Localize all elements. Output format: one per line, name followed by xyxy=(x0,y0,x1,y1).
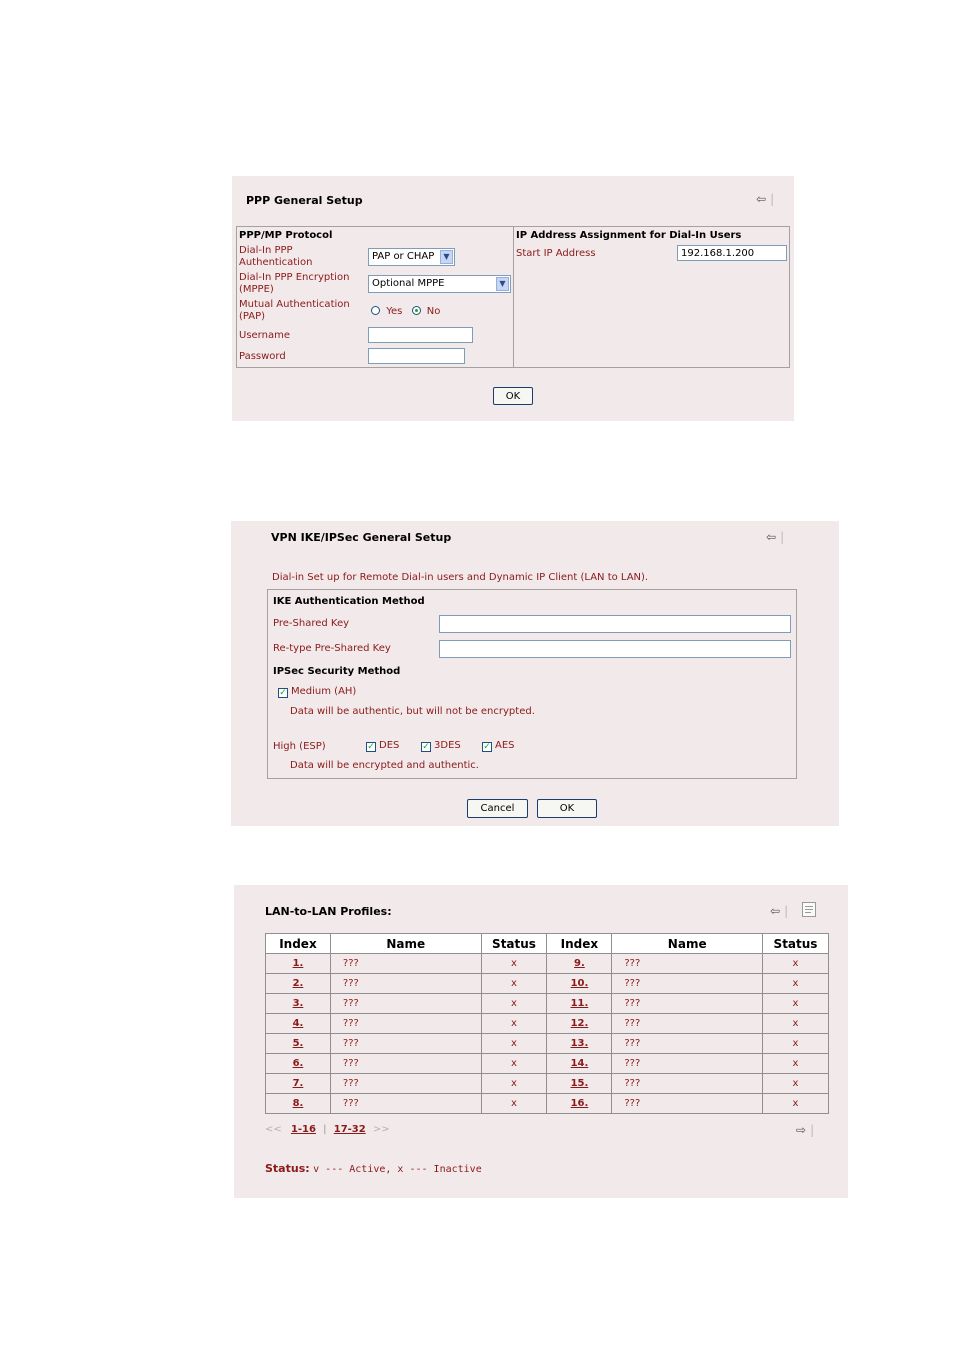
table-row xyxy=(266,1054,829,1074)
profile-status-cell: x xyxy=(763,1054,829,1074)
profile-name-cell: ??? xyxy=(612,974,763,994)
ppp-panel-title: PPP General Setup xyxy=(246,194,363,207)
forward-arrow-icon: ⇨ xyxy=(796,1123,807,1137)
dialin-encryption-select[interactable] xyxy=(368,275,511,293)
profile-name-cell: ??? xyxy=(330,1094,481,1114)
vpn-form-box xyxy=(267,589,797,779)
profile-name-cell: ??? xyxy=(612,994,763,1014)
profile-index-link[interactable]: 14. xyxy=(570,1058,589,1069)
profile-index-link[interactable]: 15. xyxy=(570,1078,589,1089)
next-page-indicator: >> xyxy=(372,1124,390,1135)
profile-index-link[interactable]: 3. xyxy=(292,998,304,1009)
start-ip-label: Start IP Address xyxy=(516,248,596,259)
high-esp-label: High (ESP) xyxy=(273,741,326,752)
cancel-button[interactable]: Cancel xyxy=(467,799,528,818)
profile-index-link[interactable]: 11. xyxy=(570,998,589,1009)
ok-button[interactable]: OK xyxy=(537,799,597,818)
profile-index-cell xyxy=(547,994,612,1014)
start-ip-input[interactable] xyxy=(677,245,787,261)
mutual-auth-radio-group xyxy=(371,306,440,317)
chevron-down-icon: ▼ xyxy=(440,250,453,264)
profile-status-cell: x xyxy=(481,1014,547,1034)
profile-index-cell xyxy=(547,1054,612,1074)
profile-name-cell: ??? xyxy=(612,1014,763,1034)
profile-name-cell: ??? xyxy=(330,1074,481,1094)
mutual-auth-no-radio[interactable] xyxy=(412,306,421,315)
profiles-table xyxy=(265,933,829,1114)
profile-status-cell: x xyxy=(481,1074,547,1094)
profile-status-cell: x xyxy=(481,1054,547,1074)
profile-name-cell: ??? xyxy=(612,1054,763,1074)
profile-index-cell xyxy=(547,1094,612,1114)
profile-index-link[interactable]: 5. xyxy=(292,1038,304,1049)
aes-label: AES xyxy=(495,740,515,751)
table-row xyxy=(266,1014,829,1034)
profile-name-cell: ??? xyxy=(330,974,481,994)
profile-index-link[interactable]: 10. xyxy=(570,978,589,989)
medium-ah-option[interactable] xyxy=(278,686,356,698)
profile-index-cell xyxy=(266,1014,331,1034)
profile-index-cell xyxy=(266,1054,331,1074)
profile-name-cell: ??? xyxy=(612,1034,763,1054)
profile-index-link[interactable]: 12. xyxy=(570,1018,589,1029)
profile-index-link[interactable]: 1. xyxy=(292,958,304,969)
back-button[interactable]: ⇦ | xyxy=(770,904,789,918)
column-header-index: Index xyxy=(547,934,612,954)
status-legend-label: Status: xyxy=(265,1162,310,1175)
mutual-auth-no-label: No xyxy=(426,306,441,317)
column-header-status: Status xyxy=(481,934,547,954)
dialin-auth-value: PAP or CHAP xyxy=(372,251,435,262)
column-divider xyxy=(513,227,514,367)
table-row xyxy=(266,994,829,1014)
password-input[interactable] xyxy=(368,348,465,364)
vpn-intro-text: Dial-in Set up for Remote Dial-in users and Dynamic IP Client (LAN to LAN). xyxy=(272,572,649,583)
aes-checkbox[interactable]: ✓ xyxy=(483,742,491,752)
high-esp-note: Data will be encrypted and authentic. xyxy=(290,760,479,771)
medium-ah-checkbox[interactable]: ✓ xyxy=(279,688,287,698)
profile-status-cell: x xyxy=(763,1014,829,1034)
column-header-name: Name xyxy=(330,934,481,954)
profile-index-link[interactable]: 13. xyxy=(570,1038,589,1049)
ppp-mp-protocol-header: PPP/MP Protocol xyxy=(239,230,333,241)
profile-status-cell: x xyxy=(763,1074,829,1094)
mutual-auth-yes-radio[interactable] xyxy=(371,306,380,315)
profile-index-cell xyxy=(547,1014,612,1034)
dialin-auth-select[interactable] xyxy=(368,248,455,266)
table-row xyxy=(266,1034,829,1054)
profile-name-cell: ??? xyxy=(612,1094,763,1114)
table-row xyxy=(266,1074,829,1094)
medium-ah-label: Medium (AH) xyxy=(291,686,357,697)
retype-pre-shared-key-input[interactable] xyxy=(439,640,791,658)
profile-index-cell xyxy=(266,1034,331,1054)
pagination xyxy=(265,1124,390,1135)
username-label: Username xyxy=(239,330,290,341)
pre-shared-key-label: Pre-Shared Key xyxy=(273,618,350,629)
profile-index-link[interactable]: 6. xyxy=(292,1058,304,1069)
vpn-ike-ipsec-panel xyxy=(231,521,839,826)
profile-index-cell xyxy=(266,1074,331,1094)
profile-status-cell: x xyxy=(481,974,547,994)
aes-option[interactable] xyxy=(482,740,515,752)
status-legend-text: v --- Active, x --- Inactive xyxy=(313,1164,482,1175)
profile-index-link[interactable]: 4. xyxy=(292,1018,304,1029)
3des-checkbox[interactable]: ✓ xyxy=(422,742,430,752)
column-header-status: Status xyxy=(763,934,829,954)
ppp-form-box xyxy=(236,226,790,368)
pre-shared-key-input[interactable] xyxy=(439,615,791,633)
profile-name-cell: ??? xyxy=(330,1034,481,1054)
profile-index-link[interactable]: 16. xyxy=(570,1098,589,1109)
table-header-row xyxy=(266,934,829,954)
username-input[interactable] xyxy=(368,327,473,343)
profiles-table-body xyxy=(266,954,829,1114)
status-legend xyxy=(265,1162,482,1175)
back-button[interactable]: ⇦ | xyxy=(756,192,775,206)
profile-index-cell xyxy=(266,974,331,994)
ike-auth-header: IKE Authentication Method xyxy=(273,596,425,607)
profile-status-cell: x xyxy=(763,954,829,974)
password-label: Password xyxy=(239,351,286,362)
profile-index-cell xyxy=(547,954,612,974)
profile-index-link[interactable]: 7. xyxy=(292,1078,304,1089)
profile-index-cell xyxy=(547,974,612,994)
profile-status-cell: x xyxy=(481,954,547,974)
profile-name-cell: ??? xyxy=(612,954,763,974)
profile-index-cell xyxy=(266,1094,331,1114)
column-header-index: Index xyxy=(266,934,331,954)
lan-panel-title: LAN-to-LAN Profiles: xyxy=(265,905,392,918)
print-icon[interactable] xyxy=(802,902,816,917)
profile-index-link[interactable]: 2. xyxy=(292,978,304,989)
3des-option[interactable] xyxy=(421,740,461,752)
retype-pre-shared-key-label: Re-type Pre-Shared Key xyxy=(273,643,391,654)
back-arrow-icon: ⇦ xyxy=(770,904,781,918)
profile-index-cell xyxy=(547,1074,612,1094)
profile-name-cell: ??? xyxy=(330,954,481,974)
profile-status-cell: x xyxy=(763,1094,829,1114)
table-row xyxy=(266,974,829,994)
lan-to-lan-profiles-panel xyxy=(234,885,848,1198)
dialin-encryption-label: Dial-In PPP Encryption (MPPE) xyxy=(239,272,350,295)
ppp-general-setup-panel xyxy=(232,176,794,421)
back-button[interactable]: ⇦ | xyxy=(766,530,785,544)
profile-name-cell: ??? xyxy=(330,1014,481,1034)
profile-status-cell: x xyxy=(481,1094,547,1114)
dialin-encryption-value: Optional MPPE xyxy=(372,278,445,289)
ip-assignment-header: IP Address Assignment for Dial-In Users xyxy=(516,230,742,241)
back-arrow-icon: ⇦ xyxy=(766,530,777,544)
des-checkbox[interactable]: ✓ xyxy=(367,742,375,752)
dialin-auth-label: Dial-In PPP Authentication xyxy=(239,245,313,268)
mutual-auth-label: Mutual Authentication (PAP) xyxy=(239,299,350,322)
medium-ah-note: Data will be authentic, but will not be encrypted. xyxy=(290,706,535,717)
3des-label: 3DES xyxy=(434,740,461,751)
des-option[interactable] xyxy=(366,740,399,752)
page-separator: | xyxy=(323,1124,327,1135)
profile-status-cell: x xyxy=(763,994,829,1014)
profile-status-cell: x xyxy=(481,994,547,1014)
profile-status-cell: x xyxy=(481,1034,547,1054)
profile-status-cell: x xyxy=(763,974,829,994)
profile-index-link[interactable]: 8. xyxy=(292,1098,304,1109)
profile-index-link[interactable]: 9. xyxy=(574,958,585,969)
table-row xyxy=(266,1094,829,1114)
page-link-1-16[interactable]: 1-16 xyxy=(290,1124,316,1135)
forward-button[interactable]: ⇨ | xyxy=(796,1123,815,1137)
vpn-panel-title: VPN IKE/IPSec General Setup xyxy=(271,531,452,544)
back-arrow-icon: ⇦ xyxy=(756,192,767,206)
table-row xyxy=(266,954,829,974)
prev-page-indicator: << xyxy=(265,1124,282,1135)
page-link-17-32[interactable]: 17-32 xyxy=(333,1124,366,1135)
ipsec-security-header: IPSec Security Method xyxy=(273,666,401,677)
mutual-auth-yes-label: Yes xyxy=(386,306,403,317)
chevron-down-icon: ▼ xyxy=(496,277,509,291)
profile-name-cell: ??? xyxy=(612,1074,763,1094)
des-label: DES xyxy=(379,740,400,751)
ok-button[interactable]: OK xyxy=(493,387,533,405)
column-header-name: Name xyxy=(612,934,763,954)
profile-index-cell xyxy=(266,954,331,974)
profile-index-cell xyxy=(547,1034,612,1054)
profile-status-cell: x xyxy=(763,1034,829,1054)
profile-index-cell xyxy=(266,994,331,1014)
profile-name-cell: ??? xyxy=(330,994,481,1014)
profile-name-cell: ??? xyxy=(330,1054,481,1074)
